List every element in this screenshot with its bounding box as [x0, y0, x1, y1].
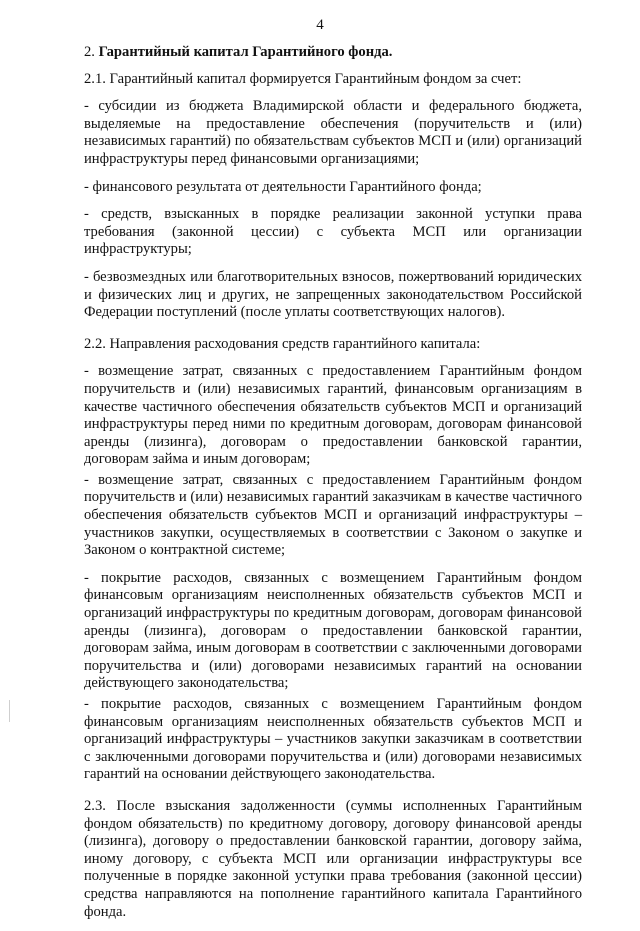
- source-item: - средств, взысканных в порядке реализации законной уступки права требования (законной цессии) с субъекта МСП или организации инфраструктуры;: [84, 206, 582, 258]
- section-heading: [84, 44, 582, 62]
- source-item: - финансового результата от деятельности Гарантийного фонда;: [84, 178, 482, 195]
- page-number: 4: [316, 17, 324, 33]
- direction-item: - возмещение затрат, связанных с предоставлением Гарантийным фондом поручительств и (или) независимых гарантий, финансовым организациям в качестве частичного обеспечения обязательств субъектов МСП и организаций инфраструктуры перед ними по кредитным договорам, договорам финансовой аренды (лизинга), договорам о предоставлении банковской гарантии, договорам займа и иным договорам;: [84, 363, 582, 468]
- section-heading-number: 2.: [84, 44, 95, 60]
- direction-item: - покрытие расходов, связанных с возмещением Гарантийным фондом финансовым организациям неисполненных обязательств субъектов МСП и организаций инфраструктуры – участников закупки заказчикам в соответствии с заключенными договорами поручительства и (или) договорами независимых гарантий на основании действующего законодательства.: [84, 696, 582, 783]
- direction-item: - покрытие расходов, связанных с возмещением Гарантийным фондом финансовым организациям неисполненных обязательств субъектов МСП и организаций инфраструктуры по кредитным договорам, договорам финансовой аренды (лизинга), договорам о предоставлении банковской гарантии, договорам займа, иным договорам в соответствии с заключенными договорами поручительства и (или) договорами независимых гарантий на основании действующего законодательства;: [84, 569, 582, 692]
- section-heading-title: Гарантийный капитал Гарантийного фонда.: [98, 44, 393, 60]
- paragraph-2-2: 2.2. Направления расходования средств гарантийного капитала:: [84, 335, 481, 352]
- source-item: - безвозмездных или благотворительных взносов, пожертвований юридических и физических лиц и других, не запрещенных законодательством Российской Федерации поступлений (после уплаты соответствующих налогов).: [84, 268, 582, 321]
- direction-item: - возмещение затрат, связанных с предоставлением Гарантийным фондом поручительств и (или) независимых гарантий заказчикам в качестве частичного обеспечения обязательств субъектов МСП и организаций инфраструктуры – участников закупки, осуществляемых в соответствии с Законом о закупке и Законом о контрактной системе;: [84, 471, 582, 559]
- source-item: - субсидии из бюджета Владимирской области и федерального бюджета, выделяемые на предоставление обеспечения (поручительств и (или) независимых гарантий) по обязательствам субъектов МСП и (или) организаций инфраструктуры перед финансовыми организациями;: [84, 98, 582, 167]
- document-body: [84, 44, 582, 931]
- paragraph-2-1: 2.1. Гарантийный капитал формируется Гарантийным фондом за счет:: [84, 70, 522, 87]
- scan-margin-mark: [9, 700, 10, 722]
- paragraph-2-3: 2.3. После взыскания задолженности (суммы исполненных Гарантийным фондом обязательств) по кредитному договору, договору финансовой аренды (лизинга), договору о предоставлении банковской гарантии, договору займа, иному договору, с субъекта МСП или организации инфраструктуры все полученные в порядке законной уступки права требования (законной цессии) средства направляются на пополнение гарантийного капитала Гарантийного фонда.: [84, 797, 582, 920]
